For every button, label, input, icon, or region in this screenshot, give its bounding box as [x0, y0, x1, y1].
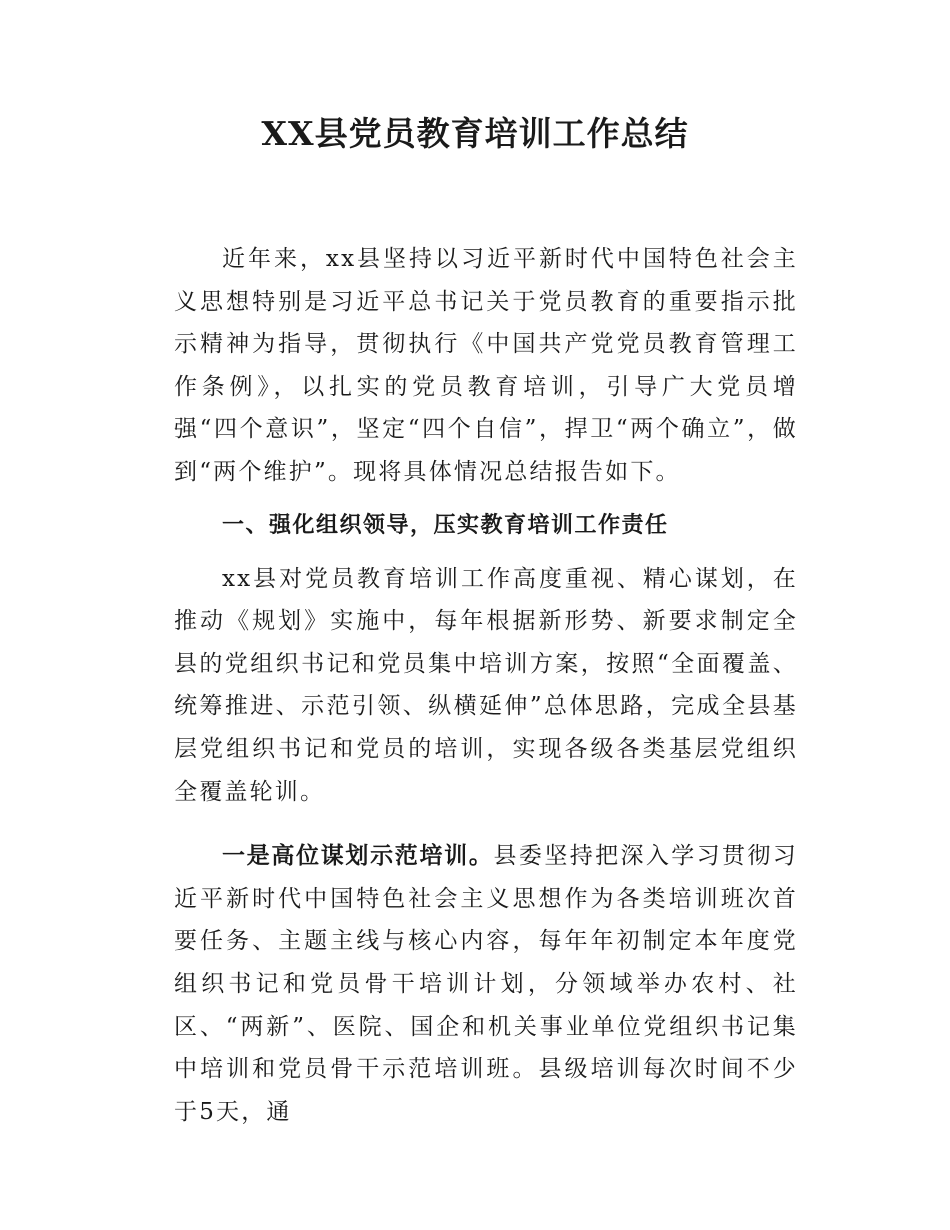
point-1-text: 县委坚持把深入学习贯彻习近平新时代中国特色社会主义思想作为各类培训班次首要任务、主题主线与核心内容，每年年初制定本年度党组织书记和党员骨干培训计划，分领域举办农村、社区、“两新”、医院、国企和机关事业单位党组织书记集中培训和党员骨干示范培训班。县级培训每次时间不少于5天，通 — [174, 843, 798, 1125]
intro-paragraph: 近年来，xx县坚持以习近平新时代中国特色社会主义思想特别是习近平总书记关于党员教育的重要指示批示精神为指导，贯彻执行《中国共产党党员教育管理工作条例》，以扎实的党员教育培训，引导广大党员增强“四个意识”，坚定“四个自信”，捍卫“两个确立”，做到“两个维护”。现将具体情况总结报告如下。 — [174, 246, 798, 485]
document-body — [174, 238, 798, 1133]
section-1-paragraph: xx县对党员教育培训工作高度重视、精心谋划，在推动《规划》实施中，每年根据新形势、新要求制定全县的党组织书记和党员集中培训方案，按照“全面覆盖、统筹推进、示范引领、纵横延伸”总体思路，完成全县基层党组织书记和党员的培训，实现各级各类基层党组织全覆盖轮训。 — [174, 565, 798, 805]
section-1-heading: 一、强化组织领导，压实教育培训工作责任 — [222, 512, 669, 538]
point-1-lead: 一是高位谋划示范培训。 — [222, 843, 494, 870]
document-title: XX县党员教育培训工作总结 — [261, 114, 689, 153]
point-1-paragraph — [174, 835, 798, 1133]
